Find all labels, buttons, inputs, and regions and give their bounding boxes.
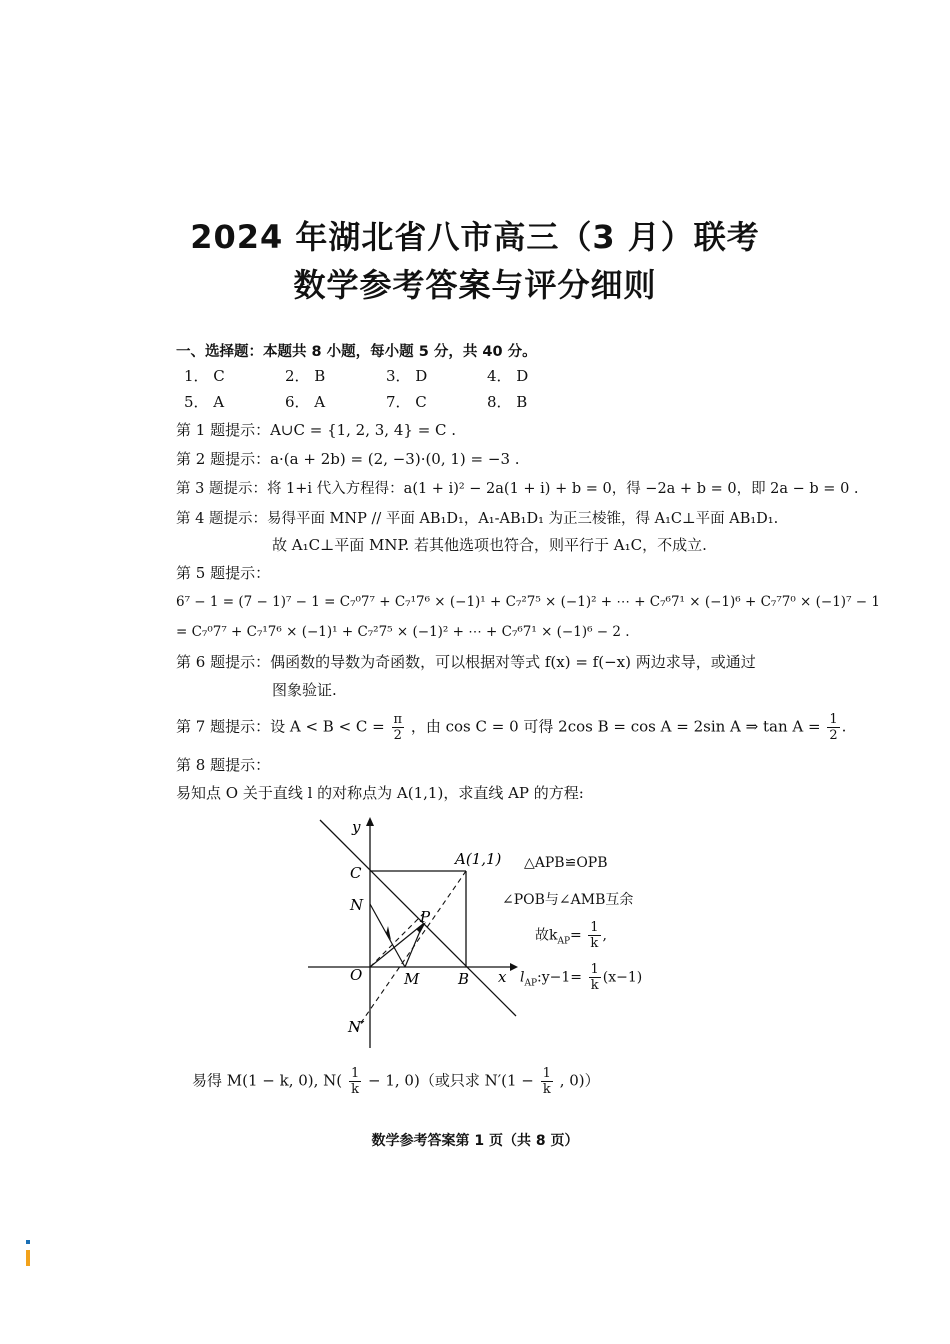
hint-5-line-2: = C₇⁰7⁷ + C₇¹7⁶ × (−1)¹ + C₇²7⁵ × (−1)² + ⋯ + C₇⁶7¹ × (−1)⁶ − 2 .: [176, 624, 630, 640]
answer-3: 3． D: [386, 367, 428, 385]
l-ap-mid: :y−1=: [537, 969, 583, 986]
answer-5: 5． A: [184, 393, 225, 411]
l-ap-label: l: [520, 969, 525, 986]
l-ap-end: (x−1): [602, 969, 643, 986]
line-a-n-prime-dashed: [356, 871, 466, 1030]
label-o: O: [350, 966, 363, 984]
one-over-k-fraction: [589, 962, 601, 993]
answer-row-1: [184, 366, 588, 386]
one-over-k-fraction: [588, 920, 600, 951]
result-mid: − 1, 0)（或只求 N′(1 −: [368, 1071, 534, 1090]
l-ap-subscript: AP: [524, 978, 538, 989]
figure-note-1: △APB≌OPB: [524, 855, 608, 871]
fraction-denominator: k: [542, 1082, 551, 1097]
x-axis-arrow: [510, 963, 518, 971]
result-pre: 易得 M(1 − k, 0), N(: [192, 1071, 343, 1090]
hint-6-line-2: 图象验证.: [272, 681, 337, 699]
title-line-2: 数学参考答案与评分细则: [293, 266, 657, 304]
label-y: y: [352, 818, 361, 836]
fraction-numerator: 1: [590, 920, 599, 935]
hint-7-pre: 第 7 题提示：设 A < B < C =: [176, 717, 385, 736]
answer-7: 7． C: [386, 393, 427, 411]
section-1-heading: 一、选择题：本题共 8 小题，每小题 5 分，共 40 分。: [176, 344, 537, 360]
hint-4-line-2: 故 A₁C⊥平面 MNP. 若其他选项也符合，则平行于 A₁C，不成立.: [272, 536, 707, 554]
hint-6-line-1: 第 6 题提示：偶函数的导数为奇函数，可以根据对等式 f(x) = f(−x) 两边求导，或通过: [176, 653, 756, 671]
answer-1: 1． C: [184, 367, 225, 385]
figure-note-3: [535, 920, 607, 951]
fraction-denominator: k: [351, 1082, 360, 1097]
fraction-numerator: 1: [829, 712, 838, 727]
hint-1: 第 1 题提示：A∪C = {1, 2, 3, 4} = C .: [176, 421, 457, 439]
label-p: P: [420, 908, 431, 926]
label-x: x: [498, 968, 507, 986]
result-end: , 0)）: [559, 1071, 600, 1090]
one-over-k-fraction: [349, 1066, 361, 1097]
answer-4: 4． D: [487, 367, 529, 385]
side-mark-orange: [26, 1250, 30, 1266]
one-half-fraction: [827, 712, 839, 743]
hint-5-line-1: 6⁷ − 1 = (7 − 1)⁷ − 1 = C₇⁰7⁷ + C₇¹7⁶ × (−1)¹ + C₇²7⁵ × (−1)² + ⋯ + C₇⁶7¹ × (−1)⁶ + C₇⁷7⁰ × (−1)⁷ − 1: [176, 594, 880, 610]
label-c: C: [350, 864, 362, 882]
figure-note-4: [520, 962, 642, 993]
answer-6: 6． A: [285, 393, 326, 411]
hint-7-mid: ，由 cos C = 0 可得 2cos B = cos A = 2sin A ⇒ tan A =: [410, 717, 821, 736]
y-axis-arrow: [366, 817, 374, 826]
hint-7-end: .: [841, 717, 847, 736]
title-line-1: 2024 年湖北省八市高三（3 月）联考: [190, 218, 760, 256]
comma: ,: [602, 927, 607, 944]
fraction-numerator: 1: [542, 1066, 551, 1081]
page-footer: 数学参考答案第 1 页（共 8 页）: [371, 1133, 579, 1149]
line-o-p-dashed: [370, 914, 423, 967]
fraction-numerator: 1: [590, 962, 599, 977]
hint-4-line-1: 第 4 题提示：易得平面 MNP // 平面 AB₁D₁，A₁-AB₁D₁ 为正三棱锥，得 A₁C⊥平面 AB₁D₁.: [176, 511, 779, 527]
hint-8-label: 第 8 题提示：: [176, 756, 271, 774]
k-ap-label: 故k: [535, 927, 558, 944]
result-line: [192, 1066, 600, 1097]
label-m: M: [404, 970, 420, 988]
fraction-numerator: 1: [350, 1066, 360, 1081]
label-n-prime: N′: [348, 1018, 365, 1036]
one-over-k-fraction: [541, 1066, 553, 1097]
answer-8: 8． B: [487, 393, 528, 411]
answer-row-2: [184, 392, 588, 412]
label-n: N: [350, 896, 364, 914]
fraction-denominator: k: [590, 978, 599, 993]
hint-3: 第 3 题提示：将 1+i 代入方程得：a(1 + i)² − 2a(1 + i) + b = 0，得 −2a + b = 0，即 2a − b = 0 .: [176, 481, 859, 497]
fraction-denominator: 2: [393, 728, 402, 743]
equals-sign: =: [570, 927, 582, 944]
hint-2: 第 2 题提示：a·(a + 2b) = (2, −3)·(0, 1) = −3 .: [176, 450, 520, 468]
k-ap-subscript: AP: [557, 936, 571, 947]
label-b: B: [458, 970, 470, 988]
answer-2: 2． B: [285, 367, 326, 385]
figure-note-2: ∠POB与∠AMB互余: [502, 892, 634, 908]
fraction-denominator: 2: [829, 728, 838, 743]
pi-over-2-fraction: [392, 712, 405, 743]
hint-8-line: 易知点 O 关于直线 l 的对称点为 A(1,1)，求直线 AP 的方程:: [176, 784, 584, 802]
side-mark-blue: [26, 1240, 30, 1244]
hint-7: [176, 712, 846, 743]
fraction-numerator: π: [393, 712, 403, 727]
label-a: A(1,1): [455, 850, 502, 868]
fraction-denominator: k: [590, 936, 599, 951]
hint-5-label: 第 5 题提示：: [176, 564, 271, 582]
